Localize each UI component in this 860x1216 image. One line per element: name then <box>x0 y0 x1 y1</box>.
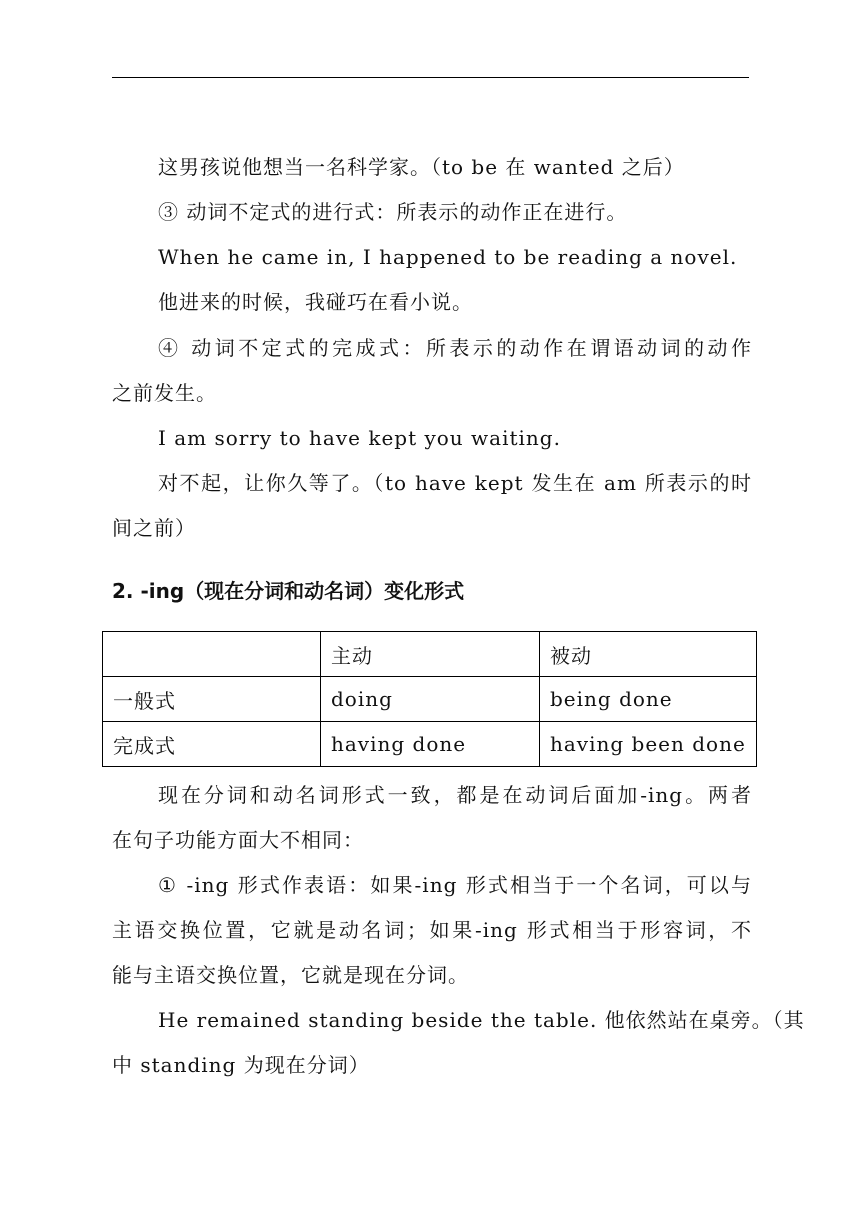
text-line: He remained standing beside the table. 他依然站在桌旁。（其 <box>158 1008 805 1032</box>
text-line: 中 standing 为现在分词） <box>112 1053 370 1077</box>
table-cell <box>103 632 321 677</box>
table-cell: doing <box>321 677 540 722</box>
text-line: 现在分词和动名词形式一致，都是在动词后面加-ing。两者 <box>158 783 752 807</box>
section-heading: 2. -ing（现在分词和动名词）变化形式 <box>112 579 465 603</box>
text-line: 这男孩说他想当一名科学家。（to be 在 wanted 之后） <box>158 155 685 179</box>
table-cell: 一般式 <box>103 677 321 722</box>
table-cell: 主动 <box>321 632 540 677</box>
text-line: 之前发生。 <box>112 381 217 405</box>
text-line: ④ 动词不定式的完成式：所表示的动作在谓语动词的动作 <box>158 336 752 360</box>
text-line: 对不起，让你久等了。（to have kept 发生在 am 所表示的时 <box>158 471 752 495</box>
table-cell: 被动 <box>540 632 757 677</box>
table-row <box>103 677 757 722</box>
text-line: I am sorry to have kept you waiting. <box>158 426 561 450</box>
text-line: 能与主语交换位置，它就是现在分词。 <box>112 963 469 987</box>
table-cell: being done <box>540 677 757 722</box>
table-cell: having done <box>321 722 540 767</box>
text-line: ① -ing 形式作表语：如果-ing 形式相当于一个名词，可以与 <box>158 873 752 897</box>
header-rule <box>112 77 749 78</box>
table-row <box>103 722 757 767</box>
table-cell: 完成式 <box>103 722 321 767</box>
text-line: 他进来的时候，我碰巧在看小说。 <box>158 290 473 314</box>
text-line: 主语交换位置，它就是动名词；如果-ing 形式相当于形容词，不 <box>112 918 752 942</box>
text-line: When he came in, I happened to be reading a novel. <box>158 245 738 269</box>
text-line: 间之前） <box>112 516 196 540</box>
table-cell: having been done <box>540 722 757 767</box>
text-line: ③ 动词不定式的进行式：所表示的动作正在进行。 <box>158 200 628 224</box>
table-header-row <box>103 632 757 677</box>
ing-forms-table <box>102 631 757 767</box>
text-line: 在句子功能方面大不相同： <box>112 828 364 852</box>
